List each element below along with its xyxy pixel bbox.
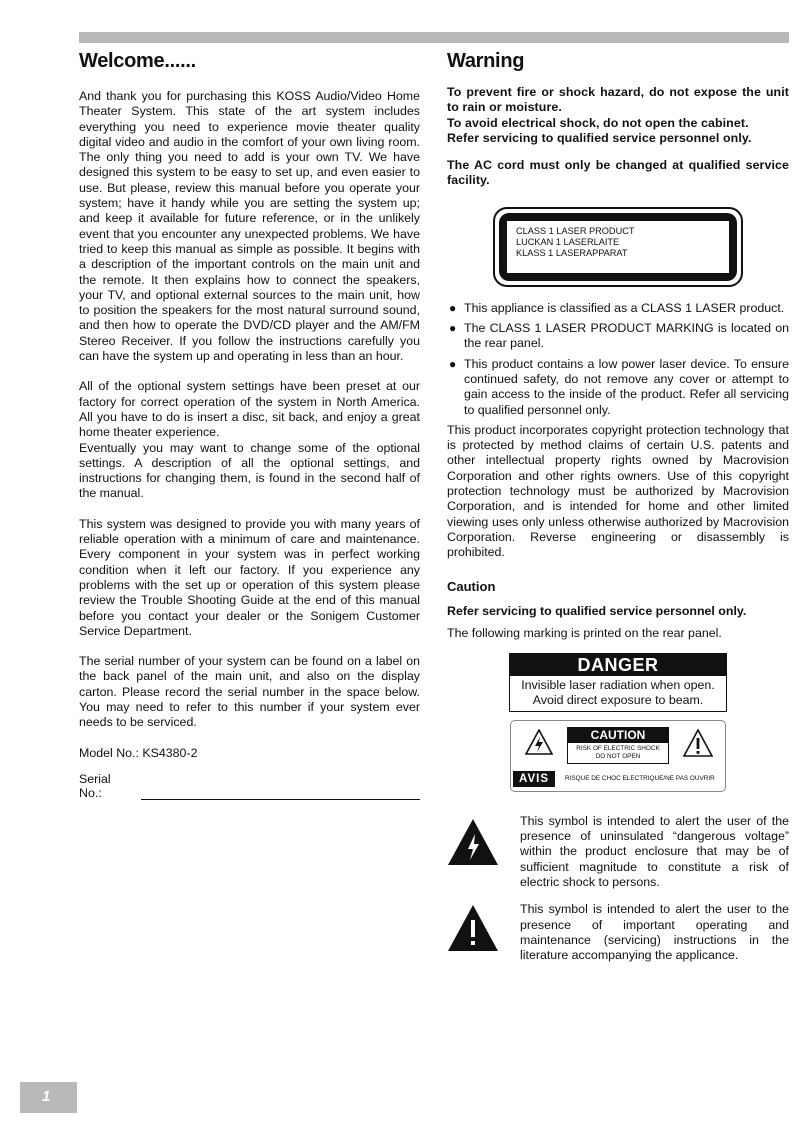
list-item: ● The CLASS 1 LASER PRODUCT MARKING is located on the rear panel.	[449, 321, 789, 351]
reliability-paragraph: This system was designed to provide you with many years of reliable operation with a minimum of care and maintenance. Every component in your system was in perfect working condition when it left our factory. If you experience any problems with the set up or operation of this system please review the Trouble Shooting Guide at the end of this manual before you contact your dealer or the Sonigem Customer Service Department.	[79, 516, 420, 638]
danger-heading: DANGER	[510, 654, 726, 676]
warning-column	[447, 50, 789, 964]
optional-settings-paragraph: Eventually you may want to change some of the optional settings. A description of all the optional settings, and instructions for changing them, is found in the second half of the manual.	[79, 440, 420, 501]
serial-number-line	[141, 785, 420, 800]
settings-paragraph: All of the optional system settings have been preset at our factory for correct operation of the system in North America. All you have to do is insert a disc, sit back, and enjoy a great home theater experience.	[79, 379, 420, 440]
copyright-paragraph: This product incorporates copyright protection technology that is protected by method claims of certain U.S. patents and other intellectual property rights owned by Macrovision Corporation and other rights owners. Use of this copyright protection technology must be authorized by Macrovision Corporation, and is intended for home and other limited viewing uses only unless otherwise authorized by Macrovision Corporation. Reverse engineering or disassembly is prohibited.	[447, 422, 789, 560]
page-number: 1	[42, 1088, 51, 1105]
caution-box-line: DO NOT OPEN	[595, 752, 641, 760]
warning-fire: To prevent fire or shock hazard, do not expose the unit to rain or moisture.	[447, 85, 789, 115]
caution-box-line: RISK OF ELECTRIC SHOCK	[576, 744, 660, 752]
danger-label	[509, 653, 727, 712]
lightning-triangle-icon	[447, 818, 499, 866]
intro-paragraph: And thank you for purchasing this KOSS Audio/Video Home Theater System. This state of the art system includes everything you need to experience movie theater quality digital video and audio in the comfort of your own living room. The only thing you need to add is your own TV. We have designed this system to be easy to set up, and even easier to use. But please, review this manual before you operate your system; have it handy while you are setting the system up; and keep it available for future reference, or in the unlikely event that you encounter any unexpected problems. We have tried to keep this manual as simple as possible. It begins with a description of the important controls on the main unit and the remote. It then explains how to connect the speakers, your TV, and optional external sources to the main unit, how to position the speakers for the most natural surround sound, and then how to operate the DVD/CD player and the AM/FM Stereo Receiver. If you follow the instructions carefully you can have the system up and operating in less than an hour.	[79, 89, 420, 364]
caution-box-heading: CAUTION	[568, 728, 668, 743]
serial-number-field	[79, 772, 420, 800]
laser-label-line: CLASS 1 LASER PRODUCT	[516, 225, 635, 236]
list-item: ● This product contains a low power laser device. To ensure continued safety, do not remove any cover or attempt to gain access to the inside of the product. Refer all servicing to qualified personnel only.	[449, 356, 789, 417]
caution-heading: Caution	[447, 578, 496, 594]
attention-symbol-row	[447, 902, 789, 963]
caution-shock-label	[510, 720, 726, 792]
top-rule-bar	[79, 32, 789, 43]
model-number-field	[79, 746, 420, 760]
danger-line: Avoid direct exposure to beam.	[532, 692, 704, 707]
caution-bold-text: Refer servicing to qualified service personnel only.	[447, 603, 747, 618]
class1-laser-label	[493, 207, 743, 287]
laser-label-line: KLASS 1 LASERAPPARAT	[516, 247, 628, 258]
page-number-tab	[20, 1082, 77, 1113]
model-number-label: Model No.: KS4380-2	[79, 745, 198, 760]
serial-number-paragraph: The serial number of your system can be found on a label on the back panel of the main unit, and also on the display carton. Please record the serial number in the space below. You may need to refer to this number if your system ever needs to be serviced.	[79, 654, 420, 730]
bullet-dot-icon: ●	[449, 321, 457, 336]
voltage-symbol-description: This symbol is intended to alert the user of the presence of uninsulated “dangerous voltage” within the product enclosure that may be of sufficient magnitude to constitute a risk of electric shock to persons.	[520, 813, 789, 890]
list-item: ● This appliance is classified as a CLASS 1 LASER product.	[449, 300, 785, 315]
danger-line: Invisible laser radiation when open.	[521, 677, 715, 692]
warning-ac-cord: The AC cord must only be changed at qualified service facility.	[447, 158, 789, 188]
dangerous-voltage-symbol-row	[447, 814, 789, 890]
serial-number-label: Serial No.:	[79, 771, 111, 800]
warning-servicing: Refer servicing to qualified service personnel only.	[447, 130, 752, 145]
exclamation-triangle-icon	[447, 904, 499, 952]
avis-label: AVIS	[513, 771, 555, 787]
french-warning: RISQUE DE CHOC ELECTRIQUE/NE PAS OUVRIR	[565, 775, 715, 783]
welcome-heading: Welcome......	[79, 50, 196, 72]
lightning-triangle-icon	[525, 729, 553, 755]
warning-shock: To avoid electrical shock, do not open the cabinet.	[447, 115, 749, 130]
warning-heading: Warning	[447, 50, 525, 72]
bullet-dot-icon: ●	[449, 356, 457, 371]
marking-text: The following marking is printed on the rear panel.	[447, 625, 722, 640]
laser-bullet-list	[447, 301, 789, 418]
bullet-dot-icon: ●	[449, 300, 457, 315]
welcome-column	[79, 50, 420, 800]
attention-symbol-description: This symbol is intended to alert the user to the presence of important operating and maintenance (servicing) instructions in the literature accompanying the applicance.	[520, 902, 789, 963]
exclamation-triangle-icon	[683, 729, 713, 757]
laser-label-line: LUCKAN 1 LASERLAITE	[516, 236, 620, 247]
